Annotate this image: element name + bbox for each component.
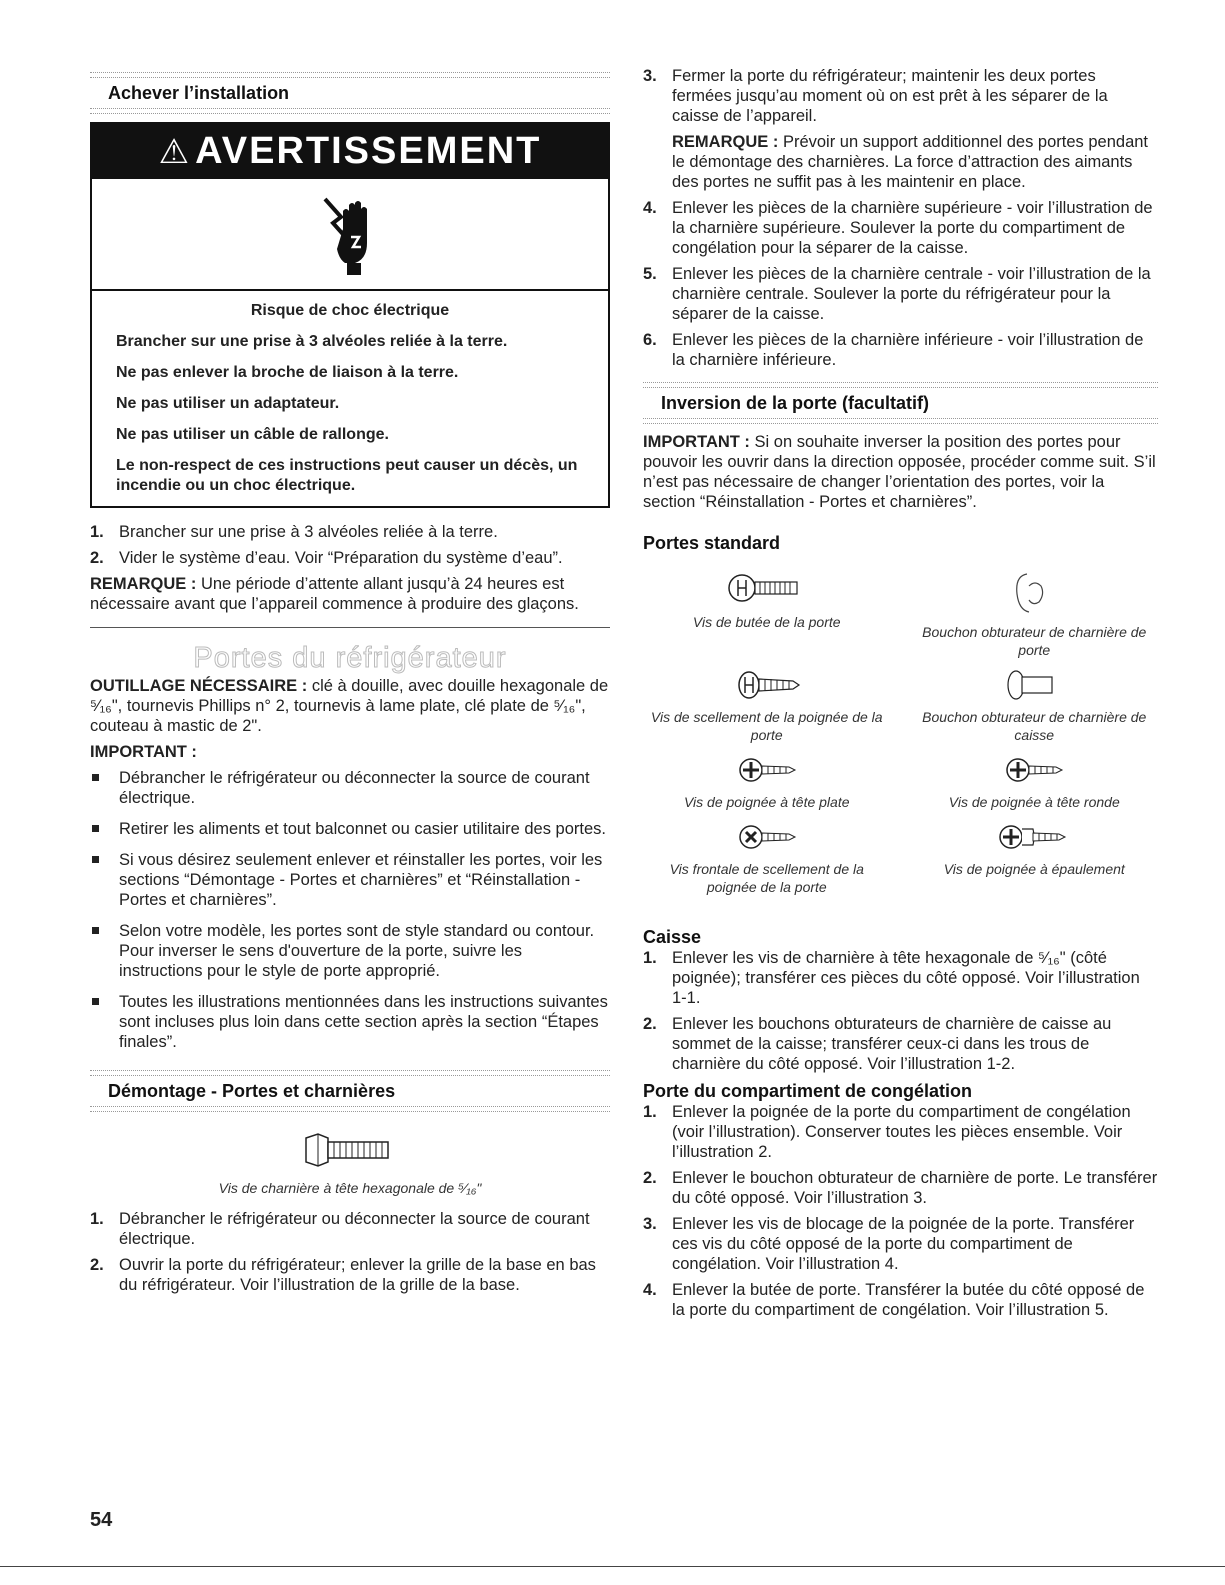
list-item: Retirer les aliments et tout balconnet ou casier utilitaire des portes.	[90, 819, 610, 839]
congelation-steps	[643, 1102, 1158, 1320]
list-item: 3. Enlever les vis de blocage de la poignée de la porte. Transférer ces vis du côté opposé de la porte du compartiment de congélation. Voir l’illustration 4.	[643, 1215, 1135, 1273]
door-stop-screw: Vis de butée de la porte	[643, 568, 891, 659]
section-divider	[90, 627, 610, 640]
steps-continued	[643, 66, 1158, 370]
left-column	[90, 0, 610, 1301]
list-item: 1. Enlever les vis de charnière à tête hexagonale de ⁵⁄₁₆" (côté poignée); transférer ces pièces du côté opposé. Voir l’illustration 1-1.	[643, 949, 1140, 1007]
hinge-plug-icon	[1009, 568, 1059, 618]
outillage-paragraph: OUTILLAGE NÉCESSAIRE : clé à douille, avec douille hexagonale de ⁵⁄₁₆", tournevis Phillips n° 2, tournevis à lame plate, clé plate de ⁵⁄₁₆", couteau à mastic de 2".	[90, 677, 609, 735]
caisse-heading: Caisse	[643, 927, 702, 947]
flat-head-screw-icon	[727, 752, 807, 788]
list-item: Selon votre modèle, les portes sont de style standard ou contour. Pour inverser le sens d'ouverture de la porte, suivre les instructions pour le style de porte approprié.	[90, 921, 610, 981]
remarque-paragraph: REMARQUE : Prévoir un support additionnel des portes pendant le démontage des charnières. La force d’attraction des aimants des portes ne suffit pas à les maintenir en place.	[672, 133, 1149, 191]
round-head-handle-screw: Vis de poignée à tête ronde	[911, 752, 1159, 811]
warning-risk: Risque de choc électrique	[250, 302, 450, 319]
door-hinge-plug: Bouchon obturateur de charnière de porte	[911, 568, 1159, 659]
list-item: 1. Débrancher le réfrigérateur ou déconnecter la source de courant électrique.	[90, 1210, 590, 1248]
divider	[90, 108, 610, 114]
bottom-rule	[0, 1566, 1225, 1567]
front-seal-screw: Vis frontale de scellement de la poignée de la porte	[643, 819, 891, 896]
list-item: 5. Enlever les pièces de la charnière centrale - voir l’illustration de la charnière centrale. Soulever la porte du réfrigérateur pour la séparer de la caisse.	[643, 265, 1151, 323]
important-paragraph: IMPORTANT : Si on souhaite inverser la position des portes pour pouvoir les ouvrir dans la direction opposée, procéder comme suit. S’il n’est pas nécessaire de changer l’orientation des portes, voir la section “Réinstallation - Portes et charnières”.	[643, 433, 1156, 511]
round-head-screw-icon	[994, 752, 1074, 788]
list-item: Toutes les illustrations mentionnées dans les instructions suivantes sont incluses plus loin dans cette section après la section “Étapes finales”.	[90, 992, 610, 1052]
hex-screw-caption: Vis de charnière à tête hexagonale de ⁵⁄₁₆"	[218, 1180, 482, 1196]
divider	[90, 1106, 610, 1112]
list-item: 6. Enlever les pièces de la charnière inférieure - voir l’illustration de la charnière inférieure.	[643, 331, 1144, 369]
list-item: 2. Enlever le bouchon obturateur de charnière de porte. Le transférer du côté opposé. Voir l’illustration 3.	[643, 1169, 1158, 1207]
handle-seal-screw-icon	[727, 667, 807, 703]
list-item: 2. Enlever les bouchons obturateurs de charnière de caisse au sommet de la caisse; transférer ceux-ci dans les trous de charnière du côté opposé. Voir l’illustration 1-2.	[643, 1015, 1112, 1073]
important-bullets	[90, 768, 610, 1052]
warning-line: Le non-respect de ces instructions peut causer un décès, un incendie ou un choc électrique.	[116, 457, 578, 494]
warning-line: Ne pas utiliser un câble de rallonge.	[116, 426, 389, 443]
handle-seal-screw: Vis de scellement de la poignée de la porte	[643, 667, 891, 744]
page-number: 54	[90, 1509, 113, 1531]
shoulder-screw-icon	[989, 819, 1079, 855]
list-item: 2. Ouvrir la porte du réfrigérateur; enlever la grille de la base en bas du réfrigérateur. Voir l’illustration de la grille de la base.	[90, 1256, 596, 1294]
warning-line: Brancher sur une prise à 3 alvéoles reliée à la terre.	[116, 333, 508, 350]
list-item: 2. Vider le système d’eau. Voir “Préparation du système d’eau”.	[90, 549, 563, 567]
install-steps	[90, 522, 610, 568]
caisse-steps	[643, 948, 1158, 1074]
cabinet-plug-icon	[994, 667, 1074, 703]
door-stop-screw-icon	[722, 568, 812, 608]
list-item: Débrancher le réfrigérateur ou déconnecter la source de courant électrique.	[90, 768, 610, 808]
divider	[643, 418, 1158, 424]
flat-head-handle-screw: Vis de poignée à tête plate	[643, 752, 891, 811]
congelation-heading: Porte du compartiment de congélation	[643, 1081, 973, 1101]
section-heading-achever: Achever l’installation	[108, 83, 290, 103]
cabinet-hinge-plug: Bouchon obturateur de charnière de caisse	[911, 667, 1159, 744]
demontage-steps	[90, 1209, 610, 1295]
warning-body	[92, 291, 608, 506]
section-title-portes: Portes du réfrigérateur	[193, 642, 507, 674]
list-item: 4. Enlever la butée de porte. Transférer la butée du côté opposé de la porte du compartiment de congélation. Voir l’illustration 5.	[643, 1281, 1145, 1319]
shock-hazard-icon	[92, 179, 608, 291]
important-label: IMPORTANT :	[90, 743, 197, 761]
list-item: 3. Fermer la porte du réfrigérateur; maintenir les deux portes fermées jusqu’au moment où on est prêt à les séparer de la caisse de l’appareil. REMARQUE : Prévoir un support additionnel des portes pendant le démontage des charnières. La force d’attraction des aimants des portes ne suffit pas à les maintenir en place.	[643, 66, 1158, 192]
list-item: 1. Brancher sur une prise à 3 alvéoles reliée à la terre.	[90, 523, 498, 541]
list-item: 1. Enlever la poignée de la porte du compartiment de congélation (voir l’illustration). Conserver toutes les pièces ensemble. Voir l’illustration 2.	[643, 1103, 1131, 1161]
warning-banner	[92, 124, 608, 179]
portes-standard-heading: Portes standard	[643, 533, 781, 553]
section-heading-demontage: Démontage - Portes et charnières	[108, 1081, 396, 1101]
hex-screw-icon	[90, 1130, 610, 1175]
list-item: Si vous désirez seulement enlever et réinstaller les portes, voir les sections “Démontage - Portes et charnières” et “Réinstallation - Portes et charnières”.	[90, 850, 610, 910]
warning-title: AVERTISSEMENT	[195, 130, 542, 172]
warning-line: Ne pas utiliser un adaptateur.	[116, 395, 340, 412]
screw-grid	[643, 568, 1158, 896]
shoulder-handle-screw: Vis de poignée à épaulement	[911, 819, 1159, 896]
right-column	[643, 0, 1158, 1326]
remarque-paragraph: REMARQUE : Une période d’attente allant jusqu’à 24 heures est nécessaire avant que l’appareil commence à produire des glaçons.	[90, 575, 579, 613]
warning-box	[90, 122, 610, 508]
section-heading-inversion: Inversion de la porte (facultatif)	[661, 393, 930, 413]
warning-triangle-icon: ⚠	[158, 133, 192, 171]
front-seal-screw-icon	[727, 819, 807, 855]
warning-line: Ne pas enlever la broche de liaison à la terre.	[116, 364, 459, 381]
list-item: 4. Enlever les pièces de la charnière supérieure - voir l’illustration de la charnière supérieure. Soulever la porte du compartiment de congélation pour la séparer de la caisse.	[643, 199, 1153, 257]
